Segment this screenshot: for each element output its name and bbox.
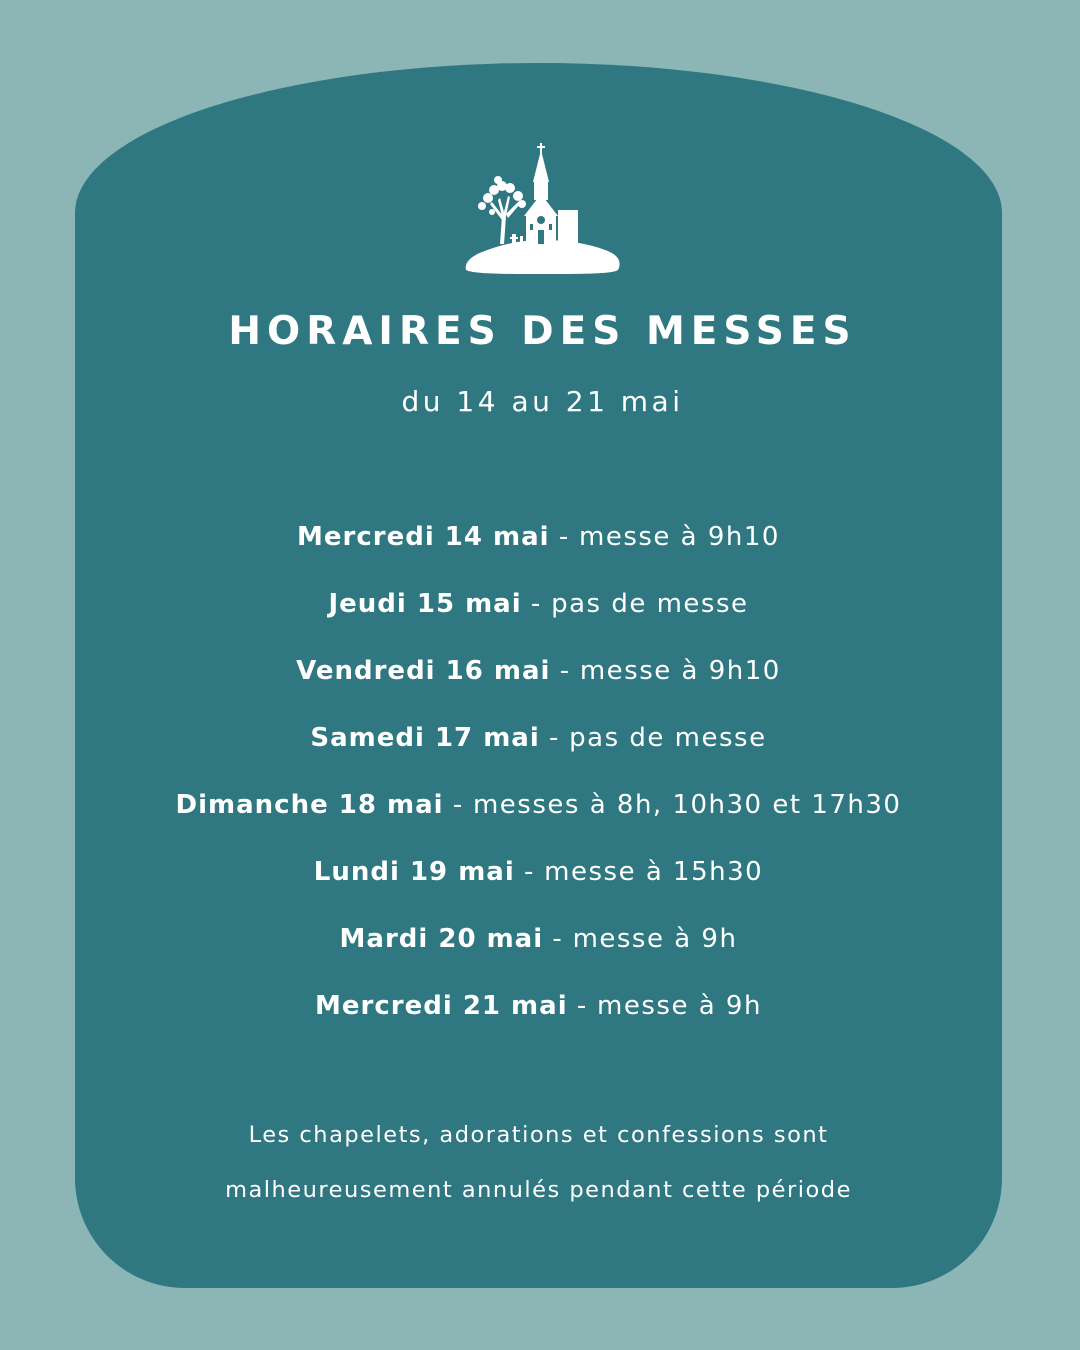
schedule-detail: messe à 9h10 [579, 522, 780, 552]
note-line: malheureusement annulés pendant cette période [225, 1177, 852, 1203]
schedule-item [80, 849, 997, 916]
cancellation-note [80, 1108, 997, 1218]
schedule-separator: - [558, 522, 570, 552]
schedule-item [80, 715, 997, 782]
schedule-detail: messe à 9h10 [579, 656, 781, 686]
schedule-detail: messes à 8h, 10h30 et 17h30 [472, 790, 902, 820]
schedule-separator: - [559, 656, 571, 686]
schedule-day: Mercredi 21 mai [315, 991, 568, 1021]
schedule-item [80, 782, 997, 849]
schedule-day: Vendredi 16 mai [296, 656, 551, 686]
schedule-separator: - [549, 723, 560, 753]
schedule-item [80, 648, 997, 715]
schedule-item [80, 514, 997, 581]
schedule-separator: - [524, 857, 535, 887]
schedule-separator: - [452, 790, 464, 820]
schedule-detail: pas de messe [569, 723, 767, 753]
schedule-day: Lundi 19 mai [313, 857, 515, 887]
mass-schedule-list [80, 514, 997, 1050]
schedule-day: Dimanche 18 mai [175, 790, 444, 820]
schedule-day: Samedi 17 mai [310, 723, 540, 753]
schedule-day: Mercredi 14 mai [297, 522, 550, 552]
schedule-separator: - [576, 991, 588, 1021]
page-title: HORAIRES DES MESSES [228, 309, 857, 354]
schedule-day: Jeudi 15 mai [328, 589, 522, 619]
church-icon [462, 140, 622, 276]
schedule-item [80, 983, 997, 1050]
schedule-detail: messe à 15h30 [544, 857, 764, 887]
schedule-item [80, 581, 997, 648]
schedule-separator: - [530, 589, 542, 619]
schedule-detail: messe à 9h [597, 991, 762, 1021]
schedule-detail: pas de messe [551, 589, 749, 619]
schedule-detail: messe à 9h [572, 924, 738, 954]
schedule-item [80, 916, 997, 983]
date-range-subtitle: du 14 au 21 mai [401, 385, 684, 418]
schedule-day: Mardi 20 mai [339, 924, 544, 954]
schedule-separator: - [552, 924, 564, 954]
note-line: Les chapelets, adorations et confessions sont [248, 1122, 829, 1148]
